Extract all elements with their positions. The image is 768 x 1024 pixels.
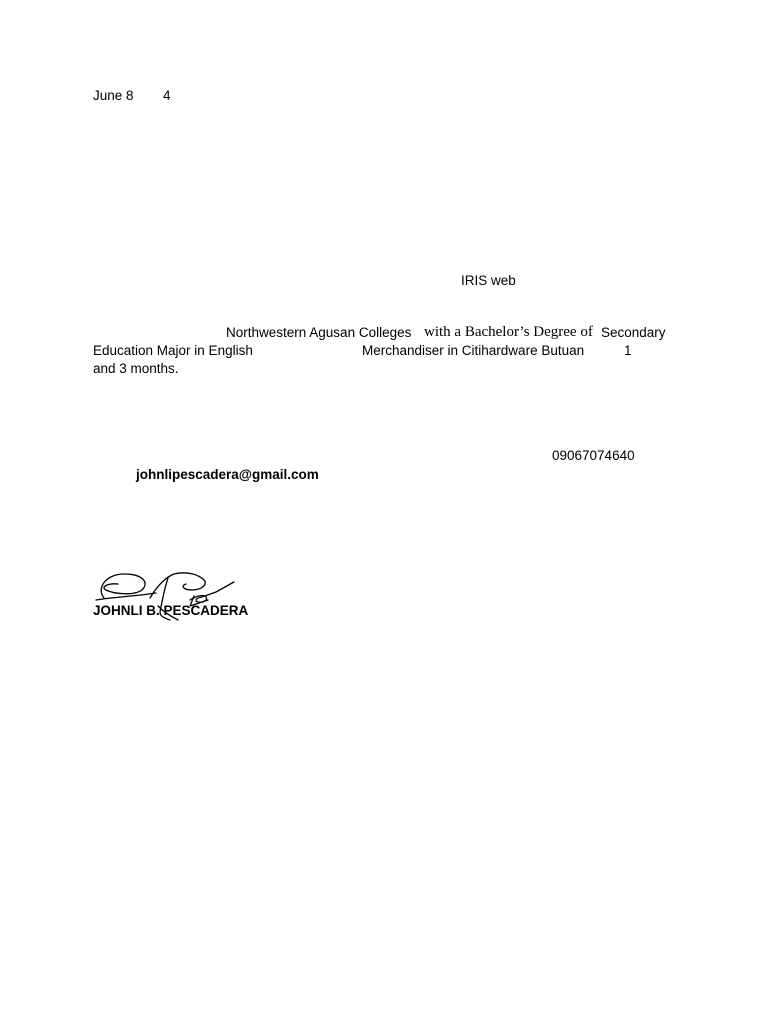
secondary-text: Secondary	[601, 325, 666, 340]
email-address: johnlipescadera@gmail.com	[136, 467, 319, 482]
phone-number: 09067074640	[552, 448, 635, 463]
signatory-name: JOHNLI B. PESCADERA	[93, 603, 249, 618]
date-year-fragment: 4	[163, 88, 171, 103]
iris-web-text: IRIS web	[461, 273, 516, 288]
date-month-day: June 8	[93, 88, 134, 103]
degree-text: with a Bachelor’s Degree of	[424, 324, 593, 340]
job-text: Merchandiser in Citihardware Butuan	[362, 343, 585, 358]
major-text: Education Major in English	[93, 343, 253, 358]
duration-rest: and 3 months.	[93, 361, 179, 376]
duration-number: 1	[624, 343, 632, 358]
college-name: Northwestern Agusan Colleges	[226, 325, 412, 340]
